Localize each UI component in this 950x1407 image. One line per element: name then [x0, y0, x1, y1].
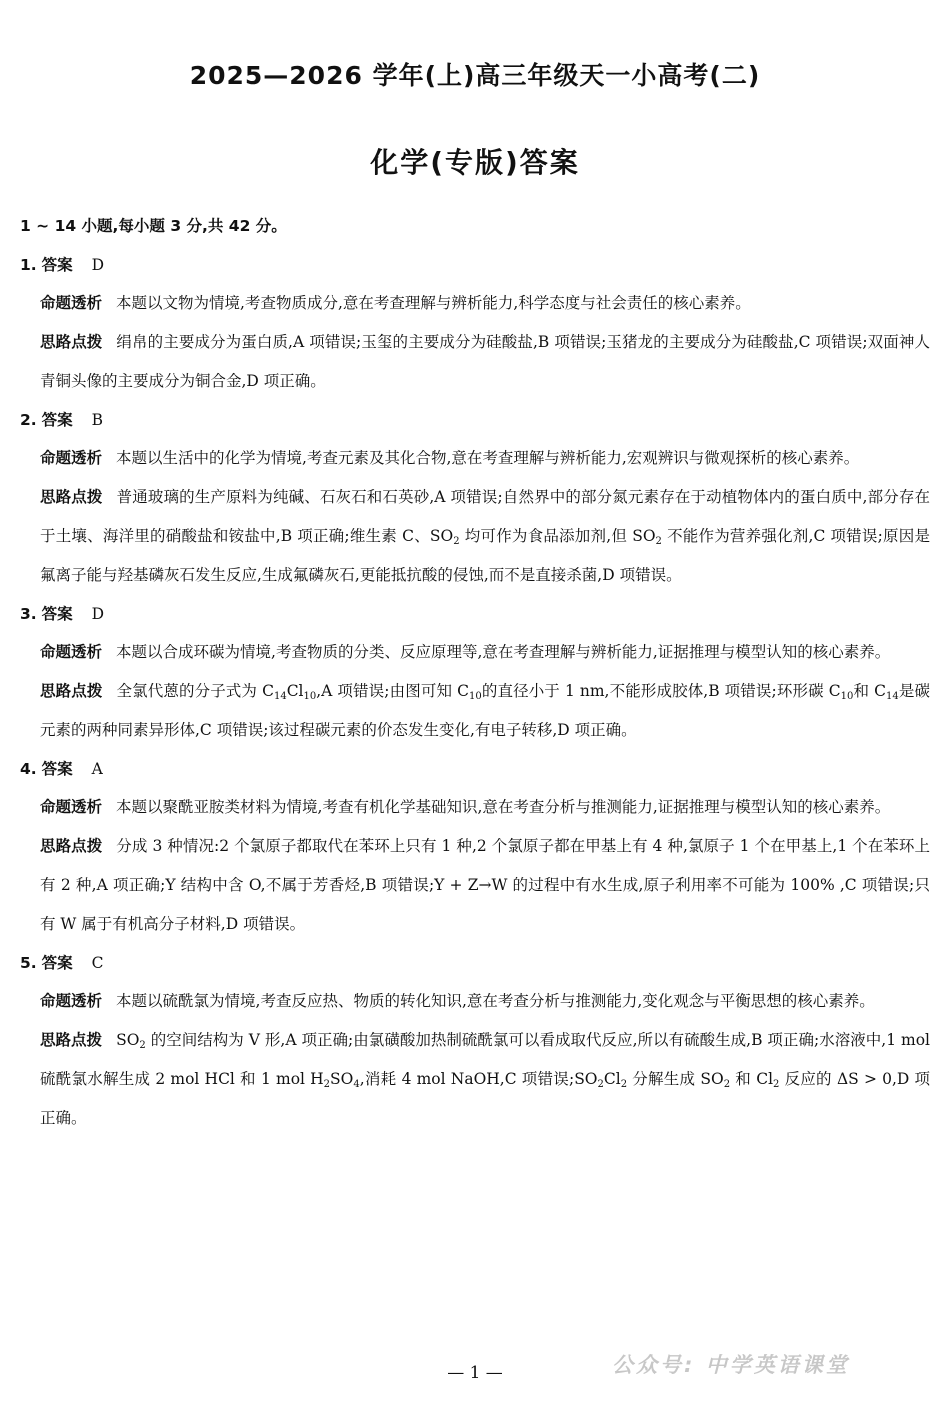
question-3: [20, 595, 930, 750]
subject-title: 化学(专版)答案: [370, 146, 580, 179]
analysis-label: 命题透析: [40, 643, 103, 661]
answer-value: B: [91, 411, 103, 429]
hint-label: 思路点拨: [40, 682, 103, 700]
hint-text: 分成 3 种情况:2 个氯原子都取代在苯环上只有 1 种,2 个氯原子都在甲基上有 4 种,氯原子 1 个在甲基上,1 个在苯环上有 2 种,A 项正确;Y 结构中含 O,不属于芳香烃,B 项错误;Y + Z→W 的过程中有水生成,原子利用率不可能为 100% ,C 项错误;只有 W 属于有机高分子材料,D 项错误。: [40, 837, 930, 933]
analysis-paragraph: [40, 788, 930, 827]
answer-line: [20, 595, 930, 633]
answer-label: 答案: [41, 605, 73, 623]
question-4: [20, 750, 930, 944]
answers-list: [20, 246, 930, 1138]
question-number: 5.: [20, 954, 37, 972]
answer-value: A: [91, 760, 103, 778]
analysis-label: 命题透析: [40, 992, 103, 1010]
analysis-text: 本题以硫酰氯为情境,考查反应热、物质的转化知识,意在考查分析与推测能力,变化观念与平衡思想的核心素养。: [116, 992, 875, 1010]
hint-label: 思路点拨: [40, 488, 103, 506]
page-number: — 1 —: [447, 1363, 503, 1383]
question-number: 1.: [20, 256, 37, 274]
analysis-text: 本题以文物为情境,考查物质成分,意在考查理解与辨析能力,科学态度与社会责任的核心素养。: [116, 294, 751, 312]
hint-text: 绢帛的主要成分为蛋白质,A 项错误;玉玺的主要成分为硅酸盐,B 项错误;玉猪龙的主要成分为硅酸盐,C 项错误;双面神人青铜头像的主要成分为铜合金,D 项正确。: [40, 333, 930, 390]
question-2: [20, 401, 930, 595]
analysis-paragraph: [40, 439, 930, 478]
analysis-text: 本题以聚酰亚胺类材料为情境,考查有机化学基础知识,意在考查分析与推测能力,证据推理与模型认知的核心素养。: [116, 798, 891, 816]
hint-paragraph: [40, 1021, 930, 1138]
analysis-text: 本题以合成环碳为情境,考查物质的分类、反应原理等,意在考查理解与辨析能力,证据推理与模型认知的核心素养。: [116, 643, 891, 661]
hint-text: 全氯代蒽的分子式为 $C_{14}Cl_{10},A$ 项错误;由图可知 $C_{10}$的直径小于 1 nm,不能形成胶体,B 项错误;环形碳 $C_{10}$和 $C_{14}$是碳元素的两种同素异形体,C 项错误;该过程碳元素的价态发生变化,有电子转移,D 项正确。: [40, 682, 930, 739]
answer-value: C: [91, 954, 104, 972]
question-1: [20, 246, 930, 401]
hint-label: 思路点拨: [40, 1031, 103, 1049]
answer-line: [20, 401, 930, 439]
scoring-intro: 1 ~ 14 小题,每小题 3 分,共 42 分。: [20, 217, 287, 235]
hint-paragraph: [40, 478, 930, 595]
analysis-label: 命题透析: [40, 449, 103, 467]
analysis-paragraph: [40, 633, 930, 672]
analysis-text: 本题以生活中的化学为情境,考查元素及其化合物,意在考查理解与辨析能力,宏观辨识与微观探析的核心素养。: [116, 449, 860, 467]
question-5: [20, 944, 930, 1138]
answer-label: 答案: [41, 760, 73, 778]
analysis-paragraph: [40, 284, 930, 323]
analysis-paragraph: [40, 982, 930, 1021]
hint-paragraph: [40, 672, 930, 750]
answer-line: [20, 944, 930, 982]
hint-label: 思路点拨: [40, 837, 103, 855]
question-number: 4.: [20, 760, 37, 778]
hint-paragraph: [40, 827, 930, 944]
watermark-text: 公众号: 中学英语课堂: [612, 1353, 850, 1377]
hint-paragraph: [40, 323, 930, 401]
answer-label: 答案: [41, 954, 73, 972]
answer-value: D: [91, 605, 105, 623]
hint-label: 思路点拨: [40, 333, 103, 351]
analysis-label: 命题透析: [40, 294, 103, 312]
hint-text: $SO_2$ 的空间结构为 V 形,A 项正确;由氯磺酸加热制硫酰氯可以看成取代反应,所以有硫酸生成,B 项正确;水溶液中,1 mol 硫酰氯水解生成 2 mol HCl 和 1 mol $H_2SO_4$,消耗 4 mol NaOH,C 项错误$;SO_2Cl_2$ 分解生成 $SO_2$ 和 $Cl_2$ 反应的 ΔS > 0,D 项正确。: [40, 1031, 930, 1127]
exam-title: 2025—2026 学年(上)高三年级天一小高考(二): [189, 61, 761, 90]
answer-line: [20, 750, 930, 788]
answer-line: [20, 246, 930, 284]
question-number: 2.: [20, 411, 37, 429]
answer-label: 答案: [41, 256, 73, 274]
analysis-label: 命题透析: [40, 798, 103, 816]
question-number: 3.: [20, 605, 37, 623]
answer-label: 答案: [41, 411, 73, 429]
answer-value: D: [91, 256, 105, 274]
hint-text: 普通玻璃的生产原料为纯碱、石灰石和石英砂,A 项错误;自然界中的部分氮元素存在于动植物体内的蛋白质中,部分存在于土壤、海洋里的硝酸盐和铵盐中,B 项正确;维生素 C、$SO_2$ 均可作为食品添加剂,但 $SO_2$ 不能作为营养强化剂,C 项错误;原因是氟离子能与羟基磷灰石发生反应,生成氟磷灰石,更能抵抗酸的侵蚀,而不是直接杀菌,D 项错误。: [40, 488, 930, 584]
